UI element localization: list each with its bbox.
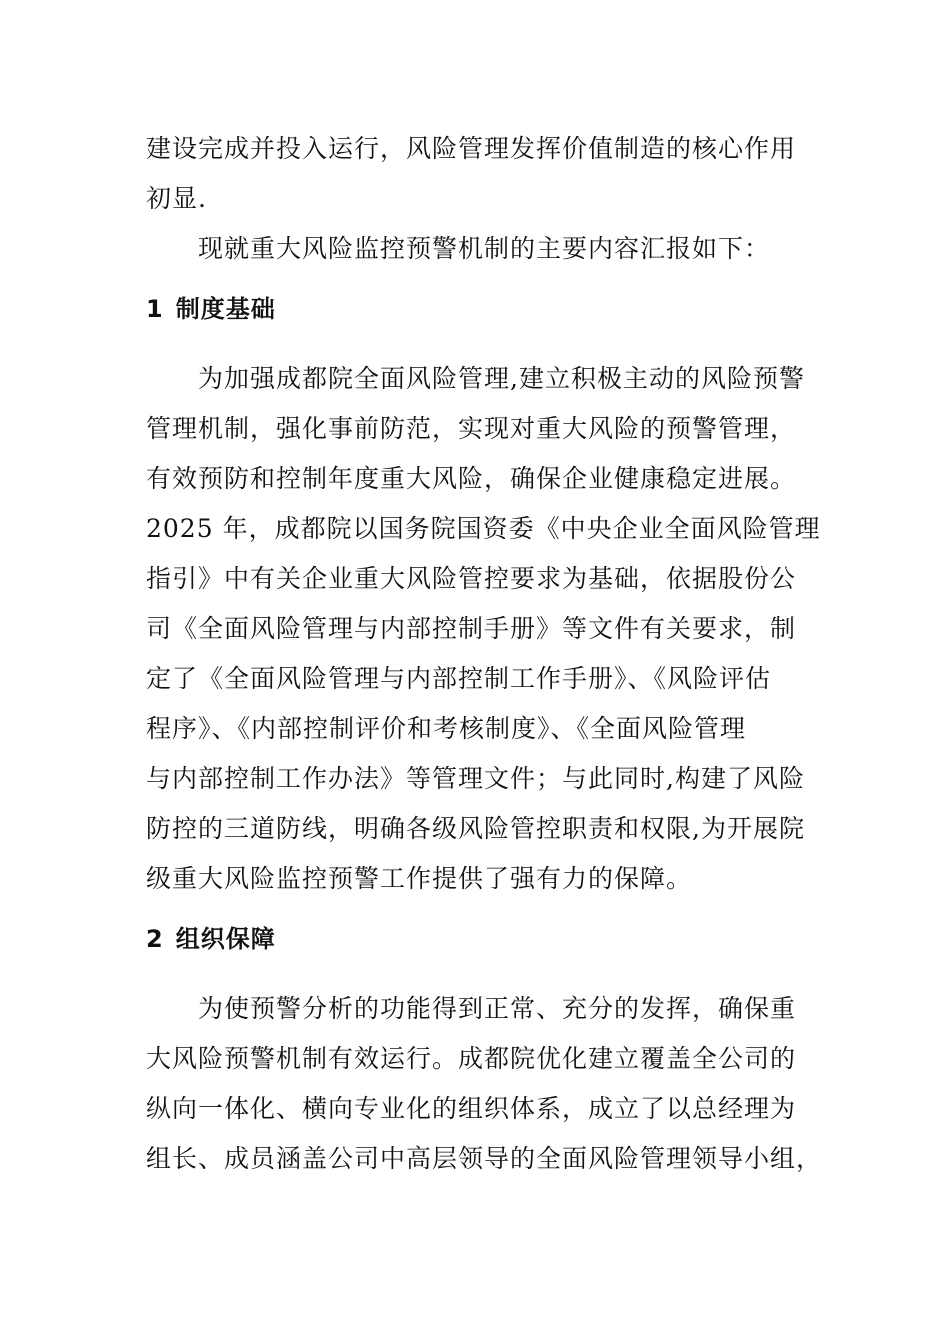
section-2-heading (146, 924, 276, 954)
section-2-paragraph-line: 组长、成员涵盖公司中高层领导的全面风险管理领导小组， (146, 1144, 823, 1173)
section-2-title: 组织保障 (175, 925, 276, 953)
section-1-heading (146, 294, 276, 324)
section-1-paragraph-line: 级重大风险监控预警工作提供了强有力的保障。 (146, 864, 693, 893)
section-1-paragraph-line: 管理机制，强化事前防范，实现对重大风险的预警管理， (146, 414, 797, 443)
section-1-paragraph-line: 指引》中有关企业重大风险管控要求为基础，依据股份公 (146, 564, 797, 593)
section-2-paragraph-line: 为使预警分析的功能得到正常、充分的发挥，确保重 (198, 994, 797, 1023)
section-1-paragraph-line: 程序》、《内部控制评价和考核制度》、《全面风险管理 (146, 714, 747, 743)
section-2-paragraph-line: 纵向一体化、横向专业化的组织体系，成立了以总经理为 (146, 1094, 797, 1123)
intro-lead: 现就重大风险监控预警机制的主要内容汇报如下： (198, 234, 771, 263)
section-1-paragraph-line: 与内部控制工作办法》等管理文件；与此同时,构建了风险 (146, 764, 805, 793)
section-1-title: 制度基础 (175, 295, 276, 323)
section-2-number: 2 (146, 925, 164, 953)
section-1-paragraph-line: 防控的三道防线，明确各级风险管控职责和权限,为开展院 (146, 814, 805, 843)
section-1-paragraph-line: 为加强成都院全面风险管理,建立积极主动的风险预警 (198, 364, 805, 393)
section-1-number: 1 (146, 295, 164, 323)
intro-line-2: 初显. (146, 184, 207, 213)
section-1-paragraph-line: 定了《全面风险管理与内部控制工作手册》、《风险评估 (146, 664, 772, 693)
intro-line-1: 建设完成并投入运行，风险管理发挥价值制造的核心作用 (146, 134, 797, 163)
section-1-paragraph-line: 2025 年，成都院以国务院国资委《中央企业全面风险管理 (146, 514, 821, 543)
section-1-paragraph-line: 司《全面风险管理与内部控制手册》等文件有关要求，制 (146, 614, 797, 643)
section-2-paragraph-line: 大风险预警机制有效运行。成都院优化建立覆盖全公司的 (146, 1044, 797, 1073)
section-1-paragraph-line: 有效预防和控制年度重大风险，确保企业健康稳定进展。 (146, 464, 797, 493)
